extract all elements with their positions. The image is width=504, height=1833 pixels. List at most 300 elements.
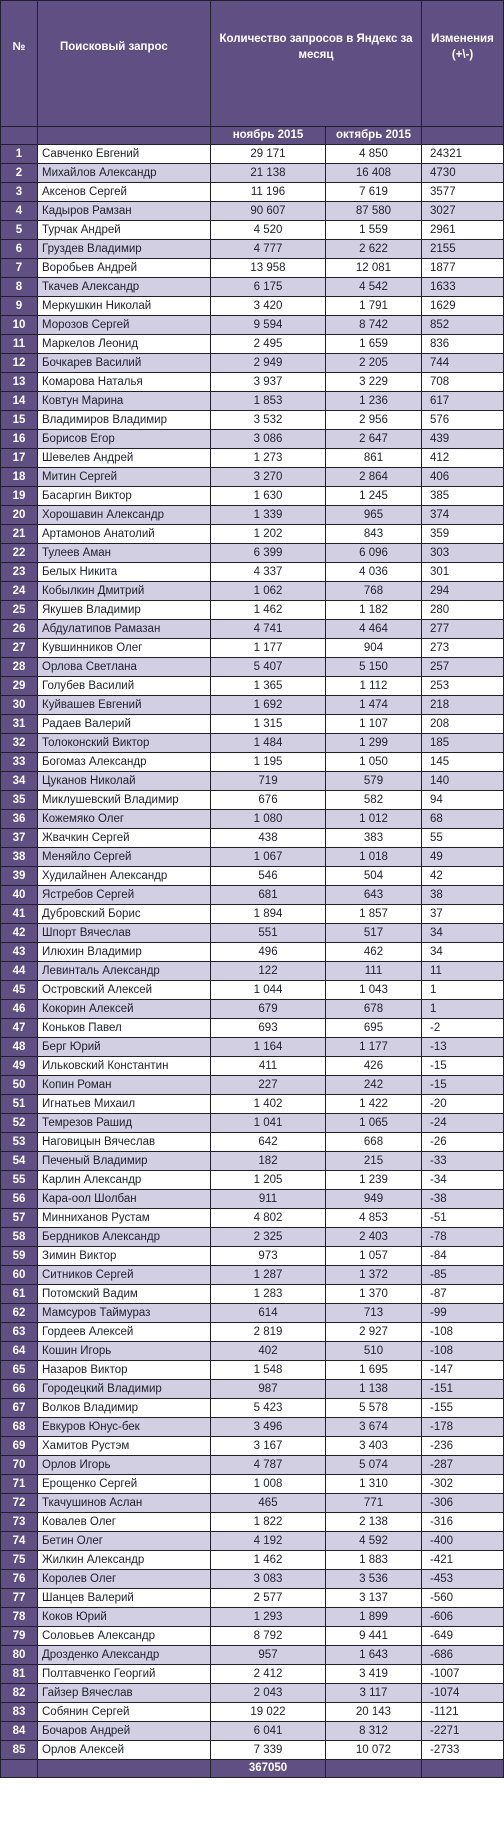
table-row (1, 601, 504, 620)
count-nov: 227 (211, 1076, 326, 1095)
count-oct: 582 (326, 791, 422, 810)
count-nov: 693 (211, 1019, 326, 1038)
query-name: Наговицын Вячеслав (38, 1133, 211, 1152)
table-row (1, 335, 504, 354)
count-oct: 1 857 (326, 905, 422, 924)
query-name: Ерощенко Сергей (38, 1475, 211, 1494)
change-value: -649 (422, 1627, 504, 1646)
change-value: 852 (422, 316, 504, 335)
count-oct: 7 619 (326, 183, 422, 202)
row-number: 72 (1, 1494, 38, 1513)
table-row (1, 1741, 504, 1760)
count-oct: 1 474 (326, 696, 422, 715)
change-value: 42 (422, 867, 504, 886)
count-oct: 462 (326, 943, 422, 962)
table-row (1, 1133, 504, 1152)
change-value: 406 (422, 468, 504, 487)
table-row (1, 1114, 504, 1133)
table-row (1, 468, 504, 487)
count-nov: 1 339 (211, 506, 326, 525)
table-row (1, 1228, 504, 1247)
count-oct: 965 (326, 506, 422, 525)
row-number: 77 (1, 1589, 38, 1608)
change-value: 1633 (422, 278, 504, 297)
count-oct: 1 107 (326, 715, 422, 734)
count-oct: 426 (326, 1057, 422, 1076)
count-nov: 1 205 (211, 1171, 326, 1190)
query-name: Ильковский Константин (38, 1057, 211, 1076)
count-nov: 9 594 (211, 316, 326, 335)
count-nov: 551 (211, 924, 326, 943)
count-nov: 679 (211, 1000, 326, 1019)
query-name: Коков Юрий (38, 1608, 211, 1627)
table-row (1, 658, 504, 677)
count-oct: 843 (326, 525, 422, 544)
change-value: 836 (422, 335, 504, 354)
table-row (1, 1456, 504, 1475)
count-oct: 2 864 (326, 468, 422, 487)
row-number: 74 (1, 1532, 38, 1551)
header-change: Изменения (+\-) (422, 1, 504, 127)
count-oct: 8 742 (326, 316, 422, 335)
row-number: 84 (1, 1722, 38, 1741)
count-oct: 242 (326, 1076, 422, 1095)
count-nov: 719 (211, 772, 326, 791)
change-value: -178 (422, 1418, 504, 1437)
query-name: Кошин Игорь (38, 1342, 211, 1361)
count-oct: 111 (326, 962, 422, 981)
count-oct: 2 927 (326, 1323, 422, 1342)
query-name: Радаев Валерий (38, 715, 211, 734)
table-row (1, 563, 504, 582)
table-row (1, 297, 504, 316)
row-number: 58 (1, 1228, 38, 1247)
table-row (1, 1057, 504, 1076)
change-value: 277 (422, 620, 504, 639)
table-body (1, 145, 504, 1760)
count-nov: 1 283 (211, 1285, 326, 1304)
query-name: Собянин Сергей (38, 1703, 211, 1722)
count-oct: 1 018 (326, 848, 422, 867)
table-row (1, 1342, 504, 1361)
row-number: 62 (1, 1304, 38, 1323)
count-oct: 695 (326, 1019, 422, 1038)
count-oct: 861 (326, 449, 422, 468)
query-name: Кокорин Алексей (38, 1000, 211, 1019)
count-nov: 1 462 (211, 1551, 326, 1570)
count-oct: 20 143 (326, 1703, 422, 1722)
count-oct: 1 245 (326, 487, 422, 506)
change-value: 1 (422, 1000, 504, 1019)
count-nov: 5 407 (211, 658, 326, 677)
query-name: Богомаз Александр (38, 753, 211, 772)
change-value: -606 (422, 1608, 504, 1627)
change-value: -560 (422, 1589, 504, 1608)
count-oct: 768 (326, 582, 422, 601)
count-nov: 3 420 (211, 297, 326, 316)
row-number: 66 (1, 1380, 38, 1399)
count-oct: 771 (326, 1494, 422, 1513)
row-number: 23 (1, 563, 38, 582)
row-number: 26 (1, 620, 38, 639)
count-nov: 4 337 (211, 563, 326, 582)
count-nov: 29 171 (211, 145, 326, 164)
count-nov: 957 (211, 1646, 326, 1665)
row-number: 65 (1, 1361, 38, 1380)
query-name: Бердников Александр (38, 1228, 211, 1247)
query-name: Якушев Владимир (38, 601, 211, 620)
count-oct: 510 (326, 1342, 422, 1361)
query-name: Королев Олег (38, 1570, 211, 1589)
change-value: 24321 (422, 145, 504, 164)
count-oct: 383 (326, 829, 422, 848)
table-row (1, 411, 504, 430)
count-nov: 3 496 (211, 1418, 326, 1437)
row-number: 3 (1, 183, 38, 202)
count-nov: 1 894 (211, 905, 326, 924)
query-name: Кара-оол Шолбан (38, 1190, 211, 1209)
count-oct: 2 647 (326, 430, 422, 449)
count-nov: 2 819 (211, 1323, 326, 1342)
row-number: 2 (1, 164, 38, 183)
count-nov: 1 177 (211, 639, 326, 658)
count-oct: 2 205 (326, 354, 422, 373)
row-number: 64 (1, 1342, 38, 1361)
count-nov: 3 086 (211, 430, 326, 449)
table-row (1, 753, 504, 772)
count-nov: 1 484 (211, 734, 326, 753)
query-name: Борисов Егор (38, 430, 211, 449)
change-value: -84 (422, 1247, 504, 1266)
change-value: -236 (422, 1437, 504, 1456)
count-oct: 1 299 (326, 734, 422, 753)
table-row (1, 145, 504, 164)
count-oct: 3 674 (326, 1418, 422, 1437)
query-name: Орлова Светлана (38, 658, 211, 677)
row-number: 21 (1, 525, 38, 544)
count-nov: 1 293 (211, 1608, 326, 1627)
count-nov: 13 958 (211, 259, 326, 278)
table-row (1, 354, 504, 373)
query-name: Берг Юрий (38, 1038, 211, 1057)
count-nov: 3 270 (211, 468, 326, 487)
row-number: 30 (1, 696, 38, 715)
row-number: 9 (1, 297, 38, 316)
change-value: 301 (422, 563, 504, 582)
query-name: Печеный Владимир (38, 1152, 211, 1171)
count-oct: 1 138 (326, 1380, 422, 1399)
count-nov: 7 339 (211, 1741, 326, 1760)
count-oct: 1 372 (326, 1266, 422, 1285)
count-nov: 1 273 (211, 449, 326, 468)
table-row (1, 316, 504, 335)
table-row (1, 1532, 504, 1551)
count-oct: 4 853 (326, 1209, 422, 1228)
count-oct: 5 578 (326, 1399, 422, 1418)
row-number: 81 (1, 1665, 38, 1684)
query-name: Басаргин Виктор (38, 487, 211, 506)
table-row (1, 943, 504, 962)
query-name: Ковтун Марина (38, 392, 211, 411)
count-nov: 4 520 (211, 221, 326, 240)
change-value: -686 (422, 1646, 504, 1665)
count-nov: 90 607 (211, 202, 326, 221)
count-oct: 10 072 (326, 1741, 422, 1760)
query-name: Игнатьев Михаил (38, 1095, 211, 1114)
change-value: 385 (422, 487, 504, 506)
count-nov: 4 741 (211, 620, 326, 639)
count-nov: 2 412 (211, 1665, 326, 1684)
query-name: Груздев Владимир (38, 240, 211, 259)
change-value: -20 (422, 1095, 504, 1114)
count-nov: 681 (211, 886, 326, 905)
change-value: 4730 (422, 164, 504, 183)
table-row (1, 867, 504, 886)
query-name: Абдулатипов Рамазан (38, 620, 211, 639)
count-nov: 1 062 (211, 582, 326, 601)
count-nov: 1 315 (211, 715, 326, 734)
row-number: 53 (1, 1133, 38, 1152)
table-row (1, 278, 504, 297)
table-row (1, 1361, 504, 1380)
table-row (1, 392, 504, 411)
row-number: 6 (1, 240, 38, 259)
table-row (1, 164, 504, 183)
row-number: 35 (1, 791, 38, 810)
row-number: 39 (1, 867, 38, 886)
count-oct: 1 236 (326, 392, 422, 411)
change-value: -51 (422, 1209, 504, 1228)
row-number: 13 (1, 373, 38, 392)
subheader-empty-num (1, 127, 38, 145)
row-number: 78 (1, 1608, 38, 1627)
count-nov: 21 138 (211, 164, 326, 183)
row-number: 63 (1, 1323, 38, 1342)
query-name: Ситников Сергей (38, 1266, 211, 1285)
count-nov: 2 495 (211, 335, 326, 354)
table-row (1, 1551, 504, 1570)
count-oct: 504 (326, 867, 422, 886)
count-oct: 4 592 (326, 1532, 422, 1551)
count-oct: 643 (326, 886, 422, 905)
row-number: 83 (1, 1703, 38, 1722)
change-value: -85 (422, 1266, 504, 1285)
subheader-empty-query (38, 127, 211, 145)
row-number: 36 (1, 810, 38, 829)
count-oct: 16 408 (326, 164, 422, 183)
change-value: -302 (422, 1475, 504, 1494)
row-number: 20 (1, 506, 38, 525)
query-name: Островский Алексей (38, 981, 211, 1000)
table-row (1, 1323, 504, 1342)
change-value: -316 (422, 1513, 504, 1532)
query-name: Миклушевский Владимир (38, 791, 211, 810)
count-oct: 678 (326, 1000, 422, 1019)
row-number: 27 (1, 639, 38, 658)
table-row (1, 221, 504, 240)
count-nov: 496 (211, 943, 326, 962)
query-name: Митин Сергей (38, 468, 211, 487)
table-row (1, 1722, 504, 1741)
count-oct: 2 956 (326, 411, 422, 430)
row-number: 48 (1, 1038, 38, 1057)
count-nov: 2 949 (211, 354, 326, 373)
count-nov: 1 548 (211, 1361, 326, 1380)
count-nov: 987 (211, 1380, 326, 1399)
change-value: 280 (422, 601, 504, 620)
row-number: 46 (1, 1000, 38, 1019)
count-oct: 1 043 (326, 981, 422, 1000)
table-row (1, 449, 504, 468)
row-number: 45 (1, 981, 38, 1000)
row-number: 37 (1, 829, 38, 848)
query-name: Голубев Василий (38, 677, 211, 696)
query-name: Бочаров Андрей (38, 1722, 211, 1741)
row-number: 28 (1, 658, 38, 677)
table-row (1, 487, 504, 506)
row-number: 70 (1, 1456, 38, 1475)
query-name: Потомский Вадим (38, 1285, 211, 1304)
table-row (1, 962, 504, 981)
change-value: 38 (422, 886, 504, 905)
count-oct: 1 695 (326, 1361, 422, 1380)
query-name: Ковалев Олег (38, 1513, 211, 1532)
subheader-nov: ноябрь 2015 (211, 127, 326, 145)
table-row (1, 734, 504, 753)
total-empty-change (422, 1760, 504, 1778)
header-query: Поисковый запрос (38, 1, 211, 127)
query-name: Дрозденко Александр (38, 1646, 211, 1665)
change-value: -155 (422, 1399, 504, 1418)
change-value: 37 (422, 905, 504, 924)
count-nov: 1 402 (211, 1095, 326, 1114)
row-number: 24 (1, 582, 38, 601)
count-nov: 911 (211, 1190, 326, 1209)
count-nov: 182 (211, 1152, 326, 1171)
row-number: 1 (1, 145, 38, 164)
header-count: Количество запросов в Яндекс за месяц (211, 1, 422, 127)
table-row (1, 1418, 504, 1437)
count-nov: 546 (211, 867, 326, 886)
query-name: Полтавченко Георгий (38, 1665, 211, 1684)
row-number: 16 (1, 430, 38, 449)
query-name: Меняйло Сергей (38, 848, 211, 867)
change-value: 412 (422, 449, 504, 468)
query-name: Темрезов Рашид (38, 1114, 211, 1133)
table-row (1, 848, 504, 867)
query-name: Турчак Андрей (38, 221, 211, 240)
query-name: Орлов Алексей (38, 1741, 211, 1760)
row-number: 38 (1, 848, 38, 867)
query-name: Маркелов Леонид (38, 335, 211, 354)
count-nov: 11 196 (211, 183, 326, 202)
change-value: -24 (422, 1114, 504, 1133)
change-value: -400 (422, 1532, 504, 1551)
count-nov: 2 325 (211, 1228, 326, 1247)
count-nov: 1 195 (211, 753, 326, 772)
row-number: 18 (1, 468, 38, 487)
count-oct: 5 150 (326, 658, 422, 677)
table-row (1, 1608, 504, 1627)
change-value: -38 (422, 1190, 504, 1209)
change-value: 294 (422, 582, 504, 601)
query-name: Бетин Олег (38, 1532, 211, 1551)
count-nov: 6 175 (211, 278, 326, 297)
row-number: 85 (1, 1741, 38, 1760)
count-nov: 402 (211, 1342, 326, 1361)
row-number: 44 (1, 962, 38, 981)
row-number: 17 (1, 449, 38, 468)
count-oct: 6 096 (326, 544, 422, 563)
table-row (1, 829, 504, 848)
query-name: Кожемяко Олег (38, 810, 211, 829)
count-nov: 1 365 (211, 677, 326, 696)
row-number: 57 (1, 1209, 38, 1228)
query-name: Морозов Сергей (38, 316, 211, 335)
count-nov: 8 792 (211, 1627, 326, 1646)
change-value: 3027 (422, 202, 504, 221)
table-row (1, 525, 504, 544)
change-value: 374 (422, 506, 504, 525)
query-name: Бочкарев Василий (38, 354, 211, 373)
change-value: 49 (422, 848, 504, 867)
count-nov: 1 044 (211, 981, 326, 1000)
count-oct: 215 (326, 1152, 422, 1171)
row-number: 4 (1, 202, 38, 221)
row-number: 69 (1, 1437, 38, 1456)
table-row (1, 639, 504, 658)
total-nov: 367050 (211, 1760, 326, 1778)
row-number: 40 (1, 886, 38, 905)
query-name: Городецкий Владимир (38, 1380, 211, 1399)
table-row (1, 924, 504, 943)
query-name: Шпорт Вячеслав (38, 924, 211, 943)
row-number: 55 (1, 1171, 38, 1190)
table-row (1, 183, 504, 202)
change-value: 218 (422, 696, 504, 715)
query-name: Ткачев Александр (38, 278, 211, 297)
query-name: Жилкин Александр (38, 1551, 211, 1570)
query-name: Копин Роман (38, 1076, 211, 1095)
count-oct: 3 536 (326, 1570, 422, 1589)
table-row (1, 1437, 504, 1456)
query-name: Кобылкин Дмитрий (38, 582, 211, 601)
count-oct: 1 065 (326, 1114, 422, 1133)
change-value: -453 (422, 1570, 504, 1589)
change-value: 303 (422, 544, 504, 563)
query-name: Кувшинников Олег (38, 639, 211, 658)
count-nov: 3 167 (211, 1437, 326, 1456)
table-row (1, 620, 504, 639)
row-number: 79 (1, 1627, 38, 1646)
change-value: 617 (422, 392, 504, 411)
count-nov: 411 (211, 1057, 326, 1076)
table-row (1, 1494, 504, 1513)
count-oct: 1 050 (326, 753, 422, 772)
query-name: Белых Никита (38, 563, 211, 582)
change-value: -15 (422, 1057, 504, 1076)
count-oct: 87 580 (326, 202, 422, 221)
count-nov: 4 787 (211, 1456, 326, 1475)
count-nov: 2 577 (211, 1589, 326, 1608)
change-value: 1877 (422, 259, 504, 278)
row-number: 47 (1, 1019, 38, 1038)
table-row (1, 696, 504, 715)
table-row (1, 1703, 504, 1722)
count-nov: 3 083 (211, 1570, 326, 1589)
table-row (1, 1665, 504, 1684)
table-row (1, 1076, 504, 1095)
